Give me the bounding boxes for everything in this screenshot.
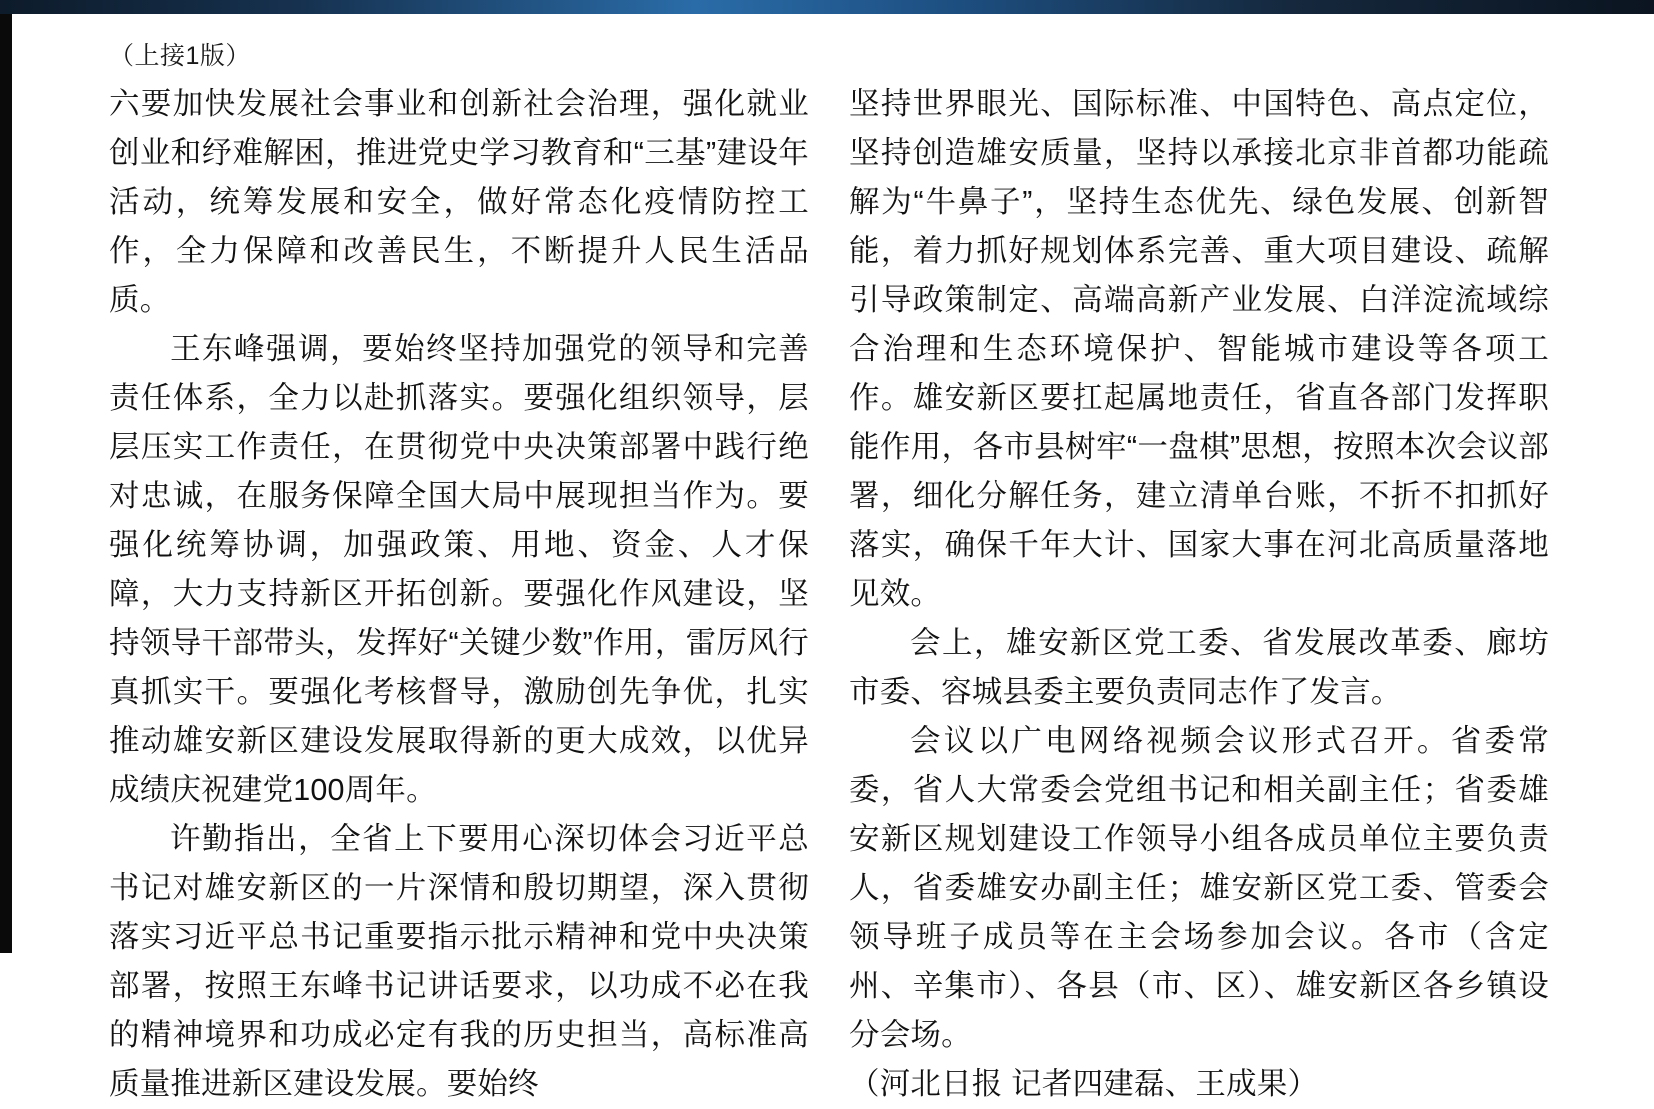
article-byline: （河北日报 记者四建磊、王成果）: [849, 1067, 1319, 1101]
page-content: [12, 14, 1654, 1101]
article-column-right: [849, 80, 1549, 1109]
paragraph: 会议以广电网络视频会议形式召开。省委常委，省人大常委会党组书记和相关副主任；省委雄安新区规划建设工作领导小组各成员单位主要负责人，省委雄安办副主任；雄安新区党工委、管委会领导班子成员等在主会场参加会议。各市（含定州、辛集市）、各县（市、区）、雄安新区各乡镇设分会场。: [849, 724, 1549, 1052]
paragraph: 六要加快发展社会事业和创新社会治理，强化就业创业和纾难解困，推进党史学习教育和“三基”建设年活动，统筹发展和安全，做好常态化疫情防控工作，全力保障和改善民生，不断提升人民生活品质。: [109, 87, 809, 317]
paragraph: 王东峰强调，要始终坚持加强党的领导和完善责任体系，全力以赴抓落实。要强化组织领导，层层压实工作责任，在贯彻党中央决策部署中践行绝对忠诚，在服务保障全国大局中展现担当作为。要强化统筹协调，加强政策、用地、资金、人才保障，大力支持新区开拓创新。要强化作风建设，坚持领导干部带头，发挥好“关键少数”作用，雷厉风行真抓实干。要强化考核督导，激励创先争优，扎实推动雄安新区建设发展取得新的更大成效，以优异成绩庆祝建党100周年。: [109, 332, 809, 807]
paragraph: 会上，雄安新区党工委、省发展改革委、廊坊市委、容城县委主要负责同志作了发言。: [849, 626, 1549, 709]
left-edge-strip: [0, 14, 12, 953]
continued-from-note: （上接1版）: [109, 42, 251, 70]
article-column-left: [109, 80, 809, 1109]
top-gradient-bar: [0, 0, 1654, 14]
paragraph: 许勤指出，全省上下要用心深切体会习近平总书记对雄安新区的一片深情和殷切期望，深入贯彻落实习近平总书记重要指示批示精神和党中央决策部署，按照王东峰书记讲话要求，以功成不必在我的精神境界和功成必定有我的历史担当，高标准高质量推进新区建设发展。要始终: [109, 822, 809, 1101]
paragraph: 坚持世界眼光、国际标准、中国特色、高点定位，坚持创造雄安质量，坚持以承接北京非首都功能疏解为“牛鼻子”，坚持生态优先、绿色发展、创新智能，着力抓好规划体系完善、重大项目建设、疏解引导政策制定、高端高新产业发展、白洋淀流域综合治理和生态环境保护、智能城市建设等各项工作。雄安新区要扛起属地责任，省直各部门发挥职能作用，各市县树牢“一盘棋”思想，按照本次会议部署，细化分解任务，建立清单台账，不折不扣抓好落实，确保千年大计、国家大事在河北高质量落地见效。: [849, 87, 1549, 611]
article-columns: [109, 80, 1599, 1109]
